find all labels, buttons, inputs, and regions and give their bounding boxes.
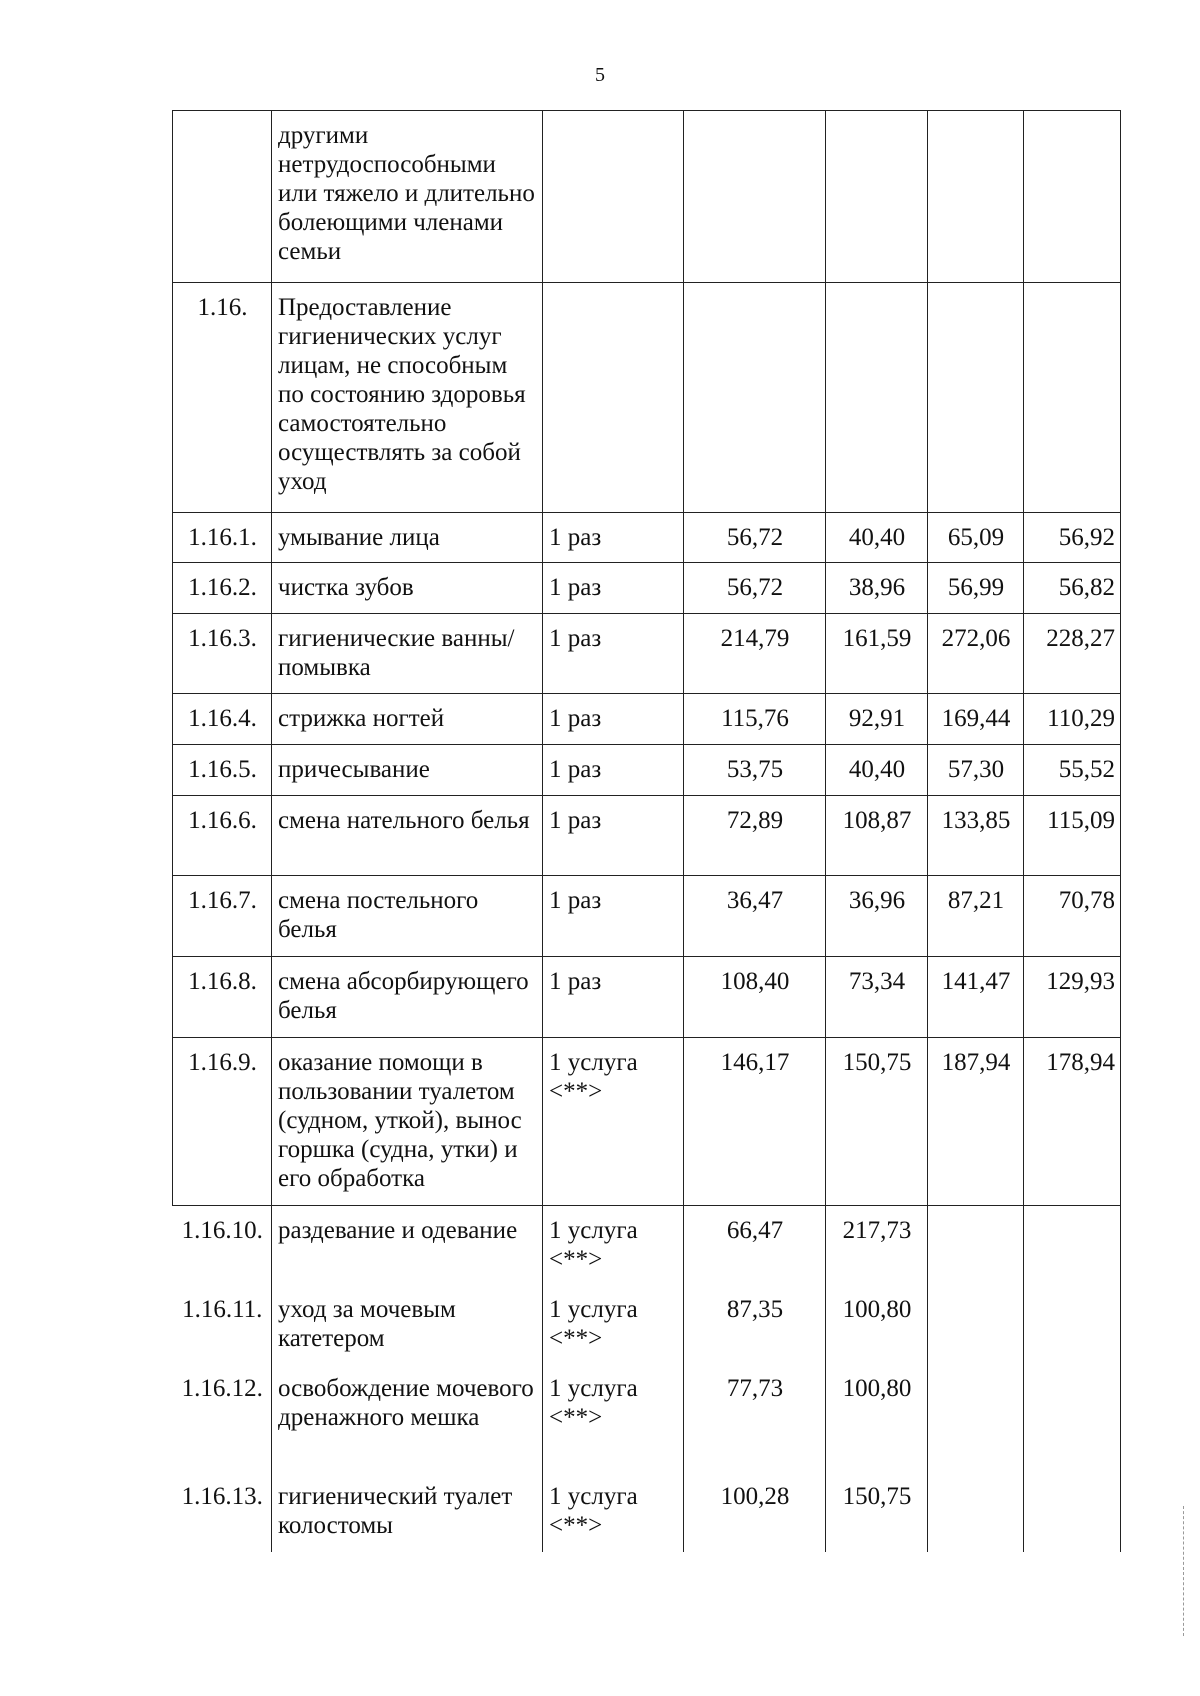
service-name: смена нательного белья xyxy=(272,796,543,876)
price-col1: 53,75 xyxy=(684,745,826,796)
price-col1: 87,35 xyxy=(684,1285,826,1364)
service-name: раздевание и одевание xyxy=(272,1206,543,1285)
price-col3: 87,21 xyxy=(928,876,1024,957)
scan-edge-mark xyxy=(1183,1506,1186,1636)
table-row xyxy=(173,283,1121,513)
unit xyxy=(543,111,684,283)
price-col2: 108,87 xyxy=(826,796,928,876)
price-col3 xyxy=(928,111,1024,283)
table-row xyxy=(173,563,1121,614)
price-col4: 115,09 xyxy=(1024,796,1121,876)
price-col3: 169,44 xyxy=(928,694,1024,745)
price-col3: 56,99 xyxy=(928,563,1024,614)
table-row xyxy=(173,111,1121,283)
unit: 1 раз xyxy=(543,957,684,1038)
unit: 1 раз xyxy=(543,796,684,876)
service-name: стрижка ногтей xyxy=(272,694,543,745)
price-col4: 56,92 xyxy=(1024,513,1121,563)
service-name: Предоставление гигиенических услуг лицам, не способным по состоянию здоровья самостоятельно осуществлять за собой уход xyxy=(272,283,543,513)
row-number: 1.16.6. xyxy=(173,796,272,876)
service-name: освобождение мочевого дренажного мешка xyxy=(272,1364,543,1472)
table-row xyxy=(173,957,1121,1038)
table-row xyxy=(173,745,1121,796)
row-number: 1.16.7. xyxy=(173,876,272,957)
row-number: 1.16. xyxy=(173,283,272,513)
price-col4: 70,78 xyxy=(1024,876,1121,957)
row-number xyxy=(173,111,272,283)
service-name: гигиенические ванны/помывка xyxy=(272,614,543,694)
price-col3 xyxy=(928,1206,1024,1285)
price-col4: 129,93 xyxy=(1024,957,1121,1038)
price-col1: 146,17 xyxy=(684,1038,826,1206)
unit: 1 раз xyxy=(543,513,684,563)
price-col2: 38,96 xyxy=(826,563,928,614)
price-col4: 228,27 xyxy=(1024,614,1121,694)
price-col2: 36,96 xyxy=(826,876,928,957)
service-name: чистка зубов xyxy=(272,563,543,614)
price-col1 xyxy=(684,111,826,283)
price-col1 xyxy=(684,283,826,513)
row-number: 1.16.4. xyxy=(173,694,272,745)
row-number: 1.16.12. xyxy=(173,1364,272,1472)
row-number: 1.16.3. xyxy=(173,614,272,694)
price-col4 xyxy=(1024,1472,1121,1552)
row-number: 1.16.9. xyxy=(173,1038,272,1206)
service-name: смена постельного белья xyxy=(272,876,543,957)
service-name: оказание помощи в пользовании туалетом (судном, уткой), вынос горшка (судна, утки) и его обработка xyxy=(272,1038,543,1206)
service-name: причесывание xyxy=(272,745,543,796)
service-name: уход за мочевым катетером xyxy=(272,1285,543,1364)
price-col3 xyxy=(928,1364,1024,1472)
price-col3: 187,94 xyxy=(928,1038,1024,1206)
row-number: 1.16.1. xyxy=(173,513,272,563)
price-col1: 72,89 xyxy=(684,796,826,876)
table-row xyxy=(173,614,1121,694)
price-col4: 55,52 xyxy=(1024,745,1121,796)
price-col4 xyxy=(1024,1206,1121,1285)
service-name: смена абсорбирующего белья xyxy=(272,957,543,1038)
price-col3 xyxy=(928,1285,1024,1364)
table-row xyxy=(173,513,1121,563)
unit: 1 раз xyxy=(543,876,684,957)
price-col2: 150,75 xyxy=(826,1472,928,1552)
price-col2: 100,80 xyxy=(826,1285,928,1364)
unit: 1 раз xyxy=(543,614,684,694)
price-col2: 217,73 xyxy=(826,1206,928,1285)
price-col1: 100,28 xyxy=(684,1472,826,1552)
price-col1: 108,40 xyxy=(684,957,826,1038)
price-col2 xyxy=(826,111,928,283)
price-col4 xyxy=(1024,1285,1121,1364)
row-number: 1.16.10. xyxy=(173,1206,272,1285)
service-name: гигиенический туалет колостомы xyxy=(272,1472,543,1552)
price-col1: 66,47 xyxy=(684,1206,826,1285)
page-number: 5 xyxy=(595,64,605,86)
price-col4 xyxy=(1024,111,1121,283)
table-row xyxy=(173,694,1121,745)
row-number: 1.16.5. xyxy=(173,745,272,796)
price-col2: 161,59 xyxy=(826,614,928,694)
table-row xyxy=(173,1206,1121,1285)
table-row xyxy=(173,796,1121,876)
price-col2: 150,75 xyxy=(826,1038,928,1206)
price-col3: 65,09 xyxy=(928,513,1024,563)
price-col4: 56,82 xyxy=(1024,563,1121,614)
table-row xyxy=(173,1038,1121,1206)
unit: 1 услуга <**> xyxy=(543,1285,684,1364)
unit: 1 услуга <**> xyxy=(543,1038,684,1206)
price-col1: 56,72 xyxy=(684,513,826,563)
tariff-table xyxy=(172,110,1121,1552)
price-col2: 92,91 xyxy=(826,694,928,745)
price-col1: 115,76 xyxy=(684,694,826,745)
price-col2 xyxy=(826,283,928,513)
unit: 1 услуга <**> xyxy=(543,1472,684,1552)
price-col4 xyxy=(1024,283,1121,513)
price-col2: 100,80 xyxy=(826,1364,928,1472)
price-col2: 40,40 xyxy=(826,513,928,563)
table-row xyxy=(173,1472,1121,1552)
unit: 1 услуга <**> xyxy=(543,1364,684,1472)
unit: 1 раз xyxy=(543,694,684,745)
price-col2: 73,34 xyxy=(826,957,928,1038)
row-number: 1.16.11. xyxy=(173,1285,272,1364)
price-col4: 178,94 xyxy=(1024,1038,1121,1206)
price-col1: 77,73 xyxy=(684,1364,826,1472)
price-col3 xyxy=(928,283,1024,513)
unit: 1 раз xyxy=(543,745,684,796)
table-row xyxy=(173,876,1121,957)
unit xyxy=(543,283,684,513)
unit: 1 услуга <**> xyxy=(543,1206,684,1285)
price-col3 xyxy=(928,1472,1024,1552)
price-col4: 110,29 xyxy=(1024,694,1121,745)
row-number: 1.16.8. xyxy=(173,957,272,1038)
unit: 1 раз xyxy=(543,563,684,614)
price-col4 xyxy=(1024,1364,1121,1472)
price-col2: 40,40 xyxy=(826,745,928,796)
price-col1: 214,79 xyxy=(684,614,826,694)
table-row xyxy=(173,1285,1121,1364)
table-row xyxy=(173,1364,1121,1472)
service-name: умывание лица xyxy=(272,513,543,563)
row-number: 1.16.13. xyxy=(173,1472,272,1552)
row-number: 1.16.2. xyxy=(173,563,272,614)
service-name: другими нетрудоспособными или тяжело и длительно болеющими членами семьи xyxy=(272,111,543,283)
price-col3: 272,06 xyxy=(928,614,1024,694)
price-col1: 36,47 xyxy=(684,876,826,957)
price-col3: 57,30 xyxy=(928,745,1024,796)
price-col3: 133,85 xyxy=(928,796,1024,876)
price-col3: 141,47 xyxy=(928,957,1024,1038)
price-col1: 56,72 xyxy=(684,563,826,614)
